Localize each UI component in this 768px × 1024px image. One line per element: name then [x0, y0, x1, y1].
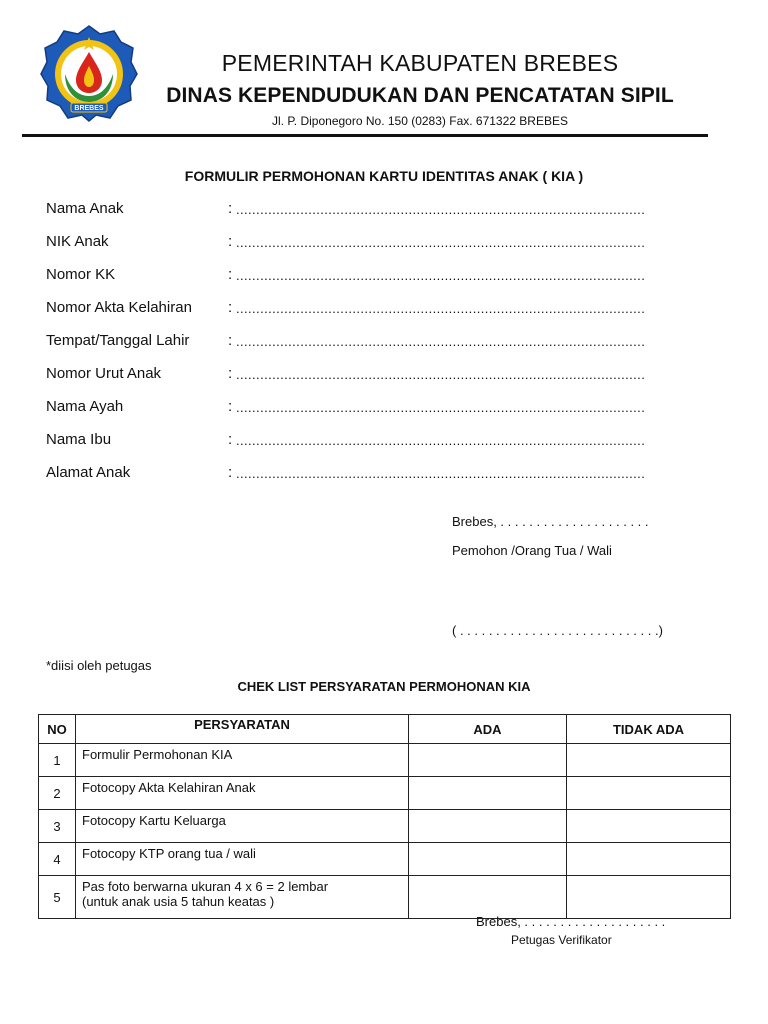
row-requirement: Formulir Permohonan KIA	[76, 744, 409, 777]
field-blank-line[interactable]: ......................................................................................................	[236, 268, 646, 283]
table-row	[39, 744, 731, 777]
logo-text: BREBES	[74, 105, 104, 112]
tidak-ada-checkbox-cell[interactable]	[567, 744, 731, 777]
field-label: Nama Ayah	[46, 398, 124, 415]
field-blank-line[interactable]: ......................................................................................................	[236, 400, 646, 415]
table-row	[39, 810, 731, 843]
ada-checkbox-cell[interactable]	[409, 744, 567, 777]
field-label: Nomor KK	[46, 266, 116, 283]
applicant-role: Pemohon /Orang Tua / Wali	[452, 543, 612, 558]
row-requirement-line1: Pas foto berwarna ukuran 4 x 6 = 2 lembar	[82, 879, 329, 894]
header-address: Jl. P. Diponegoro No. 150 (0283) Fax. 671322 BREBES	[272, 114, 568, 128]
field-label: Alamat Anak	[46, 464, 131, 481]
field-label: Nomor Akta Kelahiran	[46, 299, 192, 316]
ada-checkbox-cell[interactable]	[409, 777, 567, 810]
header-requirement: PERSYARATAN	[76, 715, 409, 744]
row-number: 1	[39, 744, 76, 777]
row-requirement-line2: (untuk anak usia 5 tahun keatas )	[82, 894, 275, 909]
field-label: Nama Anak	[46, 200, 124, 217]
field-colon: :	[228, 365, 233, 382]
field-colon: :	[228, 299, 233, 316]
field-label: Tempat/Tanggal Lahir	[46, 332, 190, 349]
row-number: 2	[39, 777, 76, 810]
verifier-role: Petugas Verifikator	[511, 933, 612, 947]
field-colon: :	[228, 233, 233, 250]
applicant-signature-line: ( . . . . . . . . . . . . . . . . . . . . . . . . . . . .)	[452, 623, 663, 638]
checklist-header-row	[39, 715, 731, 744]
header-department-name: DINAS KEPENDUDUKAN DAN PENCATATAN SIPIL	[166, 84, 674, 107]
header-no: NO	[39, 715, 76, 744]
field-label: NIK Anak	[46, 233, 109, 250]
field-colon: :	[228, 431, 233, 448]
row-number: 3	[39, 810, 76, 843]
row-requirement: Fotocopy Akta Kelahiran Anak	[76, 777, 409, 810]
officer-note: *diisi oleh petugas	[46, 658, 152, 673]
tidak-ada-checkbox-cell[interactable]	[567, 843, 731, 876]
field-colon: :	[228, 266, 233, 283]
applicant-place-date: Brebes, . . . . . . . . . . . . . . . . . . . . .	[452, 514, 649, 529]
tidak-ada-checkbox-cell[interactable]	[567, 876, 731, 919]
field-colon: :	[228, 200, 233, 217]
field-blank-line[interactable]: ......................................................................................................	[236, 301, 646, 316]
table-row	[39, 876, 731, 919]
header-ada: ADA	[409, 715, 567, 744]
row-requirement: Fotocopy Kartu Keluarga	[76, 810, 409, 843]
row-number: 4	[39, 843, 76, 876]
field-label: Nama Ibu	[46, 431, 112, 448]
field-colon: :	[228, 332, 233, 349]
field-blank-line[interactable]: ......................................................................................................	[236, 235, 646, 250]
table-row	[39, 777, 731, 810]
ada-checkbox-cell[interactable]	[409, 843, 567, 876]
tidak-ada-checkbox-cell[interactable]	[567, 810, 731, 843]
field-label: Nomor Urut Anak	[46, 365, 162, 382]
header-tidak-ada: TIDAK ADA	[567, 715, 731, 744]
verifier-place-date: Brebes, . . . . . . . . . . . . . . . . . . . .	[476, 914, 666, 929]
row-requirement: Fotocopy KTP orang tua / wali	[76, 843, 409, 876]
field-colon: :	[228, 398, 233, 415]
ada-checkbox-cell[interactable]	[409, 810, 567, 843]
checklist-title: CHEK LIST PERSYARATAN PERMOHONAN KIA	[237, 679, 531, 694]
form-title: FORMULIR PERMOHONAN KARTU IDENTITAS ANAK ( KIA )	[184, 168, 584, 184]
tidak-ada-checkbox-cell[interactable]	[567, 777, 731, 810]
checklist-table	[38, 714, 731, 919]
field-blank-line[interactable]: ......................................................................................................	[236, 202, 646, 217]
field-blank-line[interactable]: ......................................................................................................	[236, 367, 646, 382]
field-blank-line[interactable]: ......................................................................................................	[236, 433, 646, 448]
row-requirement	[76, 876, 409, 919]
table-row	[39, 843, 731, 876]
field-colon: :	[228, 464, 233, 481]
row-number: 5	[39, 876, 76, 919]
header-government-name: PEMERINTAH KABUPATEN BREBES	[221, 50, 619, 76]
field-blank-line[interactable]: ......................................................................................................	[236, 466, 646, 481]
field-blank-line[interactable]: ......................................................................................................	[236, 334, 646, 349]
ada-checkbox-cell[interactable]	[409, 876, 567, 919]
header-divider	[22, 134, 708, 137]
